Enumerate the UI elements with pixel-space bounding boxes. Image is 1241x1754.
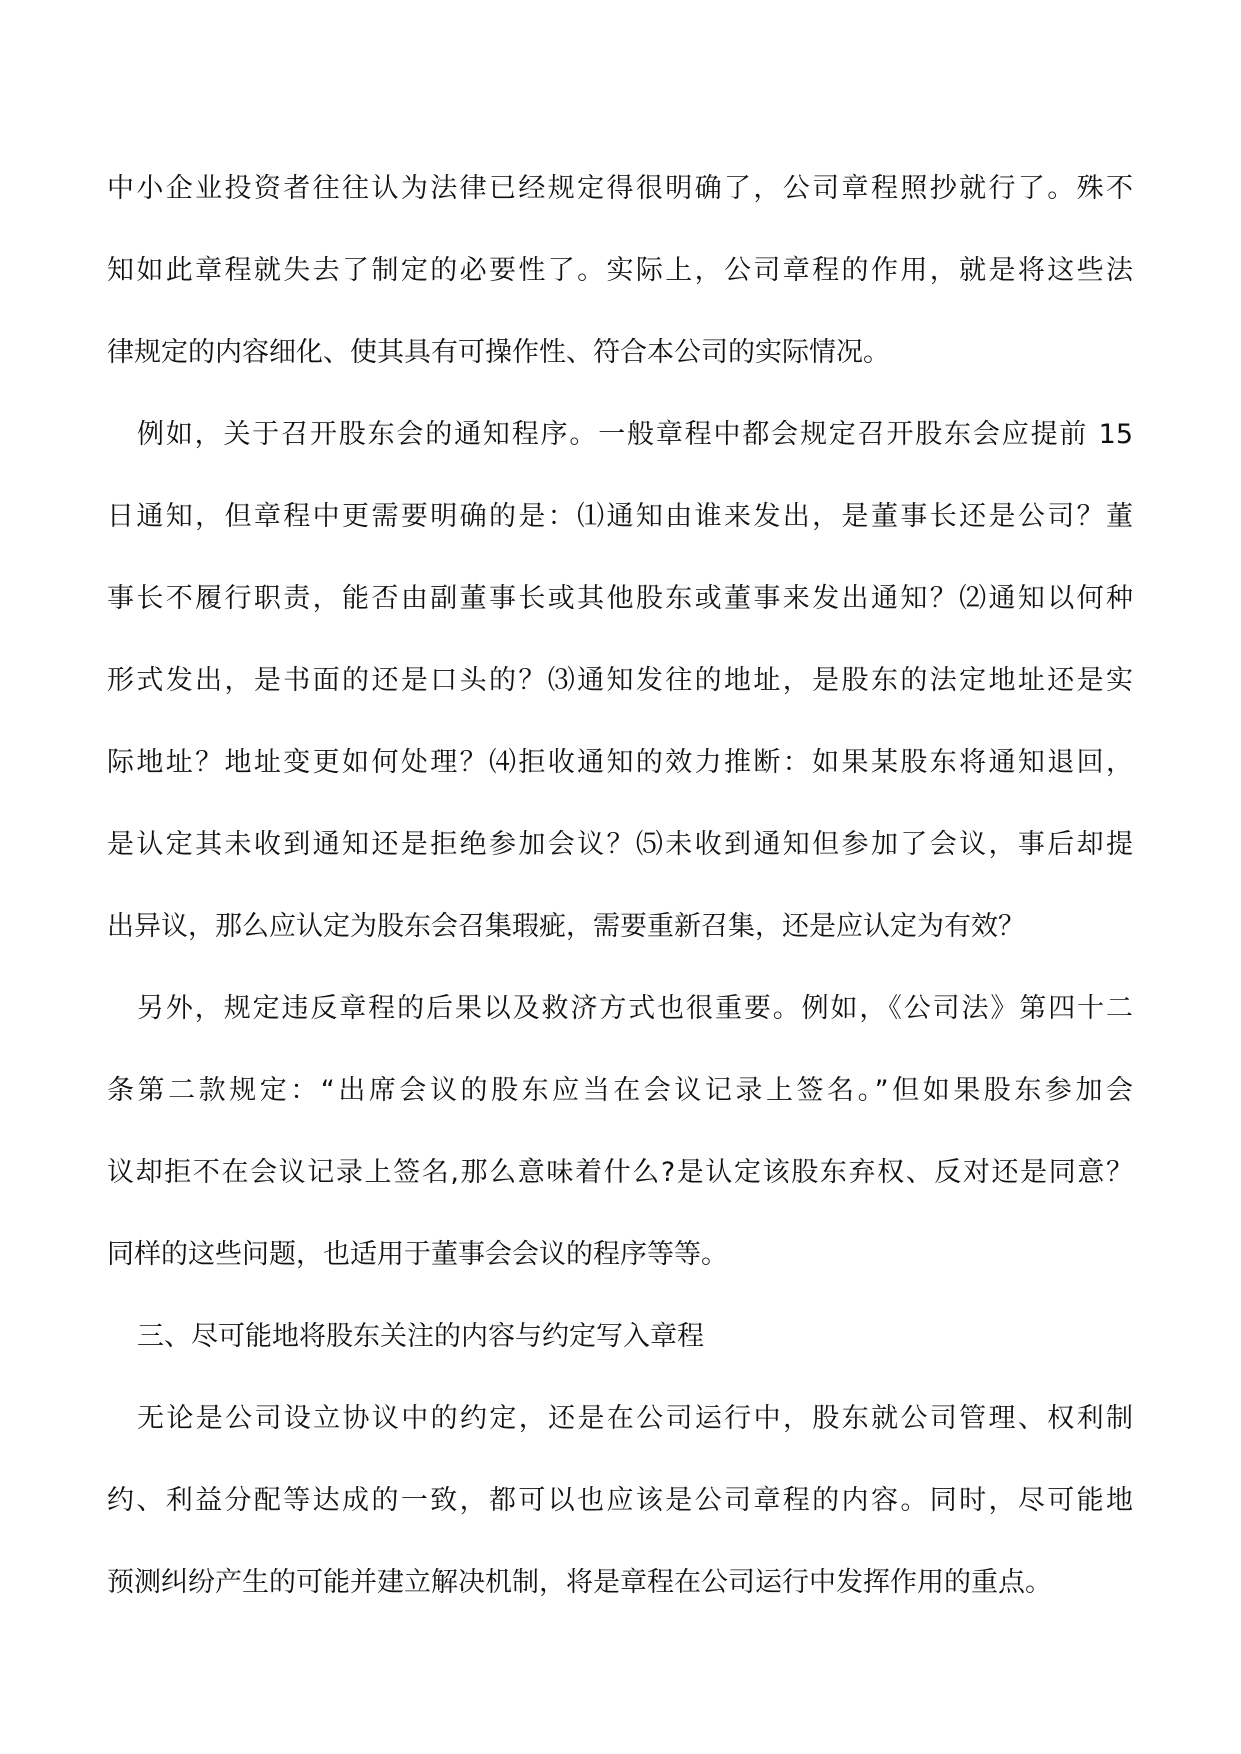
section-heading: 三、尽可能地将股东关注的内容与约定写入章程 (137, 1321, 704, 1352)
paragraph-line: 条第二款规定：“出席会议的股东应当在会议记录上签名。”但如果股东参加会 (107, 1075, 1133, 1106)
paragraph-line: 形式发出，是书面的还是口头的？⑶通知发往的地址，是股东的法定地址还是实 (107, 665, 1133, 696)
paragraph-line: 约、利益分配等达成的一致，都可以也应该是公司章程的内容。同时，尽可能地 (107, 1485, 1133, 1516)
paragraph-line: 议却拒不在会议记录上签名,那么意味着什么?是认定该股东弃权、反对还是同意？ (107, 1157, 1133, 1188)
paragraph-line: 事长不履行职责，能否由副董事长或其他股东或董事来发出通知？⑵通知以何种 (107, 583, 1133, 614)
paragraph-line: 日通知，但章程中更需要明确的是：⑴通知由谁来发出，是董事长还是公司？董 (107, 501, 1133, 532)
paragraph-line: 无论是公司设立协议中的约定，还是在公司运行中，股东就公司管理、权利制 (137, 1403, 1133, 1434)
paragraph-line: 际地址？地址变更如何处理？⑷拒收通知的效力推断：如果某股东将通知退回， (107, 747, 1133, 778)
paragraph-line: 例如，关于召开股东会的通知程序。一般章程中都会规定召开股东会应提前 15 (137, 419, 1133, 450)
document-body (107, 148, 1133, 1624)
paragraph-line: 同样的这些问题，也适用于董事会会议的程序等等。 (107, 1239, 728, 1270)
paragraph-line: 律规定的内容细化、使其具有可操作性、符合本公司的实际情况。 (107, 337, 890, 368)
paragraph-line: 是认定其未收到通知还是拒绝参加会议？⑸未收到通知但参加了会议，事后却提 (107, 829, 1133, 860)
paragraph-line: 出异议，那么应认定为股东会召集瑕疵，需要重新召集，还是应认定为有效？ (107, 911, 1025, 942)
paragraph-line: 中小企业投资者往往认为法律已经规定得很明确了，公司章程照抄就行了。殊不 (107, 173, 1133, 204)
paragraph-line: 知如此章程就失去了制定的必要性了。实际上，公司章程的作用，就是将这些法 (107, 255, 1133, 286)
paragraph-line: 预测纠纷产生的可能并建立解决机制，将是章程在公司运行中发挥作用的重点。 (107, 1567, 1052, 1598)
paragraph-line: 另外，规定违反章程的后果以及救济方式也很重要。例如，《公司法》第四十二 (137, 993, 1133, 1024)
